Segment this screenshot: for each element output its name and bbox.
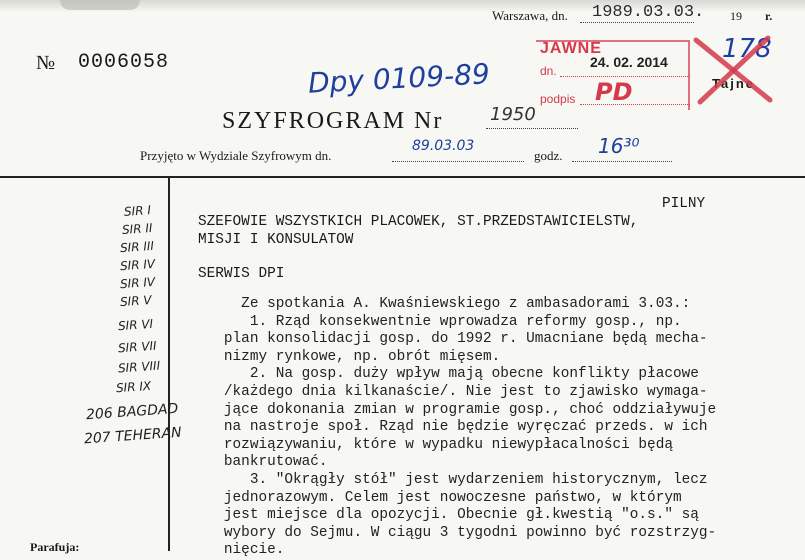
stamp-dn-value: 24. 02. 2014: [590, 54, 668, 70]
place-date-label: Warszawa, dn.: [492, 8, 568, 23]
margin-divider: [168, 176, 170, 551]
number-symbol: №: [36, 52, 56, 74]
received-label: Przyjęto w Wydziale Szyfrowym dn.: [140, 148, 332, 163]
list-item: SIR I: [123, 203, 152, 219]
document-date: 1989.03.03.: [592, 3, 705, 22]
service-label: SERWIS DPI: [198, 266, 285, 282]
list-item: SIR VIII: [117, 358, 161, 376]
serial-number: 0006058: [78, 51, 170, 74]
message-body: Ze spotkania A. Kwaśniewskiego z ambasadorami 3.03.: 1. Rząd konsekwentnie wprowadza reformy gosp., np. plan konsolidacji gosp. do 1992 r. Umacniane będą mecha- nizmy rynkowe, np. obrót mięsem. 2. Na gosp. duży wpływ mają obecne konflikty płacowe /każdego dnia kilkanaście/. Nie jest to zjawisko wymaga- jące dokonania zmian w programie gosp., choć oddziaływuje na nastroje społ. Rząd nie będzie wyręczać przeds. w ich rozwiązywaniu, które w wypadku niewypłacalności będą bankrutować. 3. "Okrągły stół" jest wydarzeniem historycznym, lecz jednorazowym. Celem jest nowoczesne państwo, w którym jest miejsce dla opozycji. Obecnie gł.kwestią "o.s." są wybory do Sejmu. W ciągu 3 tygodni powinno być rozstrzyg- nięcie.: [223, 296, 717, 559]
stamp-dn-label: dn.: [540, 64, 557, 78]
stamp-podpis-value: PD: [595, 78, 633, 106]
list-item: SIR IX: [115, 378, 152, 396]
addressee: SZEFOWIE WSZYSTKICH PLACOWEK, ST.PRZEDSTAWICIELSTW, MISJI I KONSULATOW: [198, 214, 639, 248]
list-item: 207 TEHERAN: [83, 424, 183, 448]
stamp-frame: [536, 40, 690, 110]
tajne-number: 178: [722, 34, 772, 64]
title-number: 1950: [490, 104, 536, 125]
list-item: SIR VII: [117, 338, 158, 356]
paper-smudge: [60, 0, 140, 10]
list-item: SIR III: [119, 238, 155, 256]
list-item: SIR IV: [119, 256, 156, 274]
handwritten-reference: Dpy 0109-89: [307, 57, 491, 100]
page-title: SZYFROGRAM Nr: [222, 108, 444, 134]
cross-out-icon: [690, 30, 780, 105]
date-dotline: [580, 22, 694, 23]
hour-value: 16³⁰: [598, 134, 640, 158]
stamp-jawne: JAWNE: [540, 40, 602, 57]
received-dotline: [392, 161, 524, 162]
year-prefix: 19: [730, 9, 742, 23]
list-item: SIR IV: [119, 274, 156, 292]
list-item: SIR VI: [117, 316, 154, 334]
received-date: 89.03.03: [412, 138, 475, 154]
header-divider: [0, 176, 805, 178]
hour-dotline: [572, 161, 672, 162]
list-item: 206 BAGDAD: [85, 400, 179, 424]
list-item: SIR V: [119, 292, 152, 310]
title-dotline: [486, 128, 578, 129]
footer-label: Parafuja:: [30, 540, 80, 554]
stamp-podpis-label: podpis: [540, 92, 576, 106]
tajne-label: Tajne: [712, 76, 755, 91]
hour-label: godz.: [534, 148, 563, 163]
list-item: SIR II: [121, 220, 153, 238]
year-suffix: r.: [765, 9, 773, 23]
priority-label: PILNY: [662, 196, 706, 212]
